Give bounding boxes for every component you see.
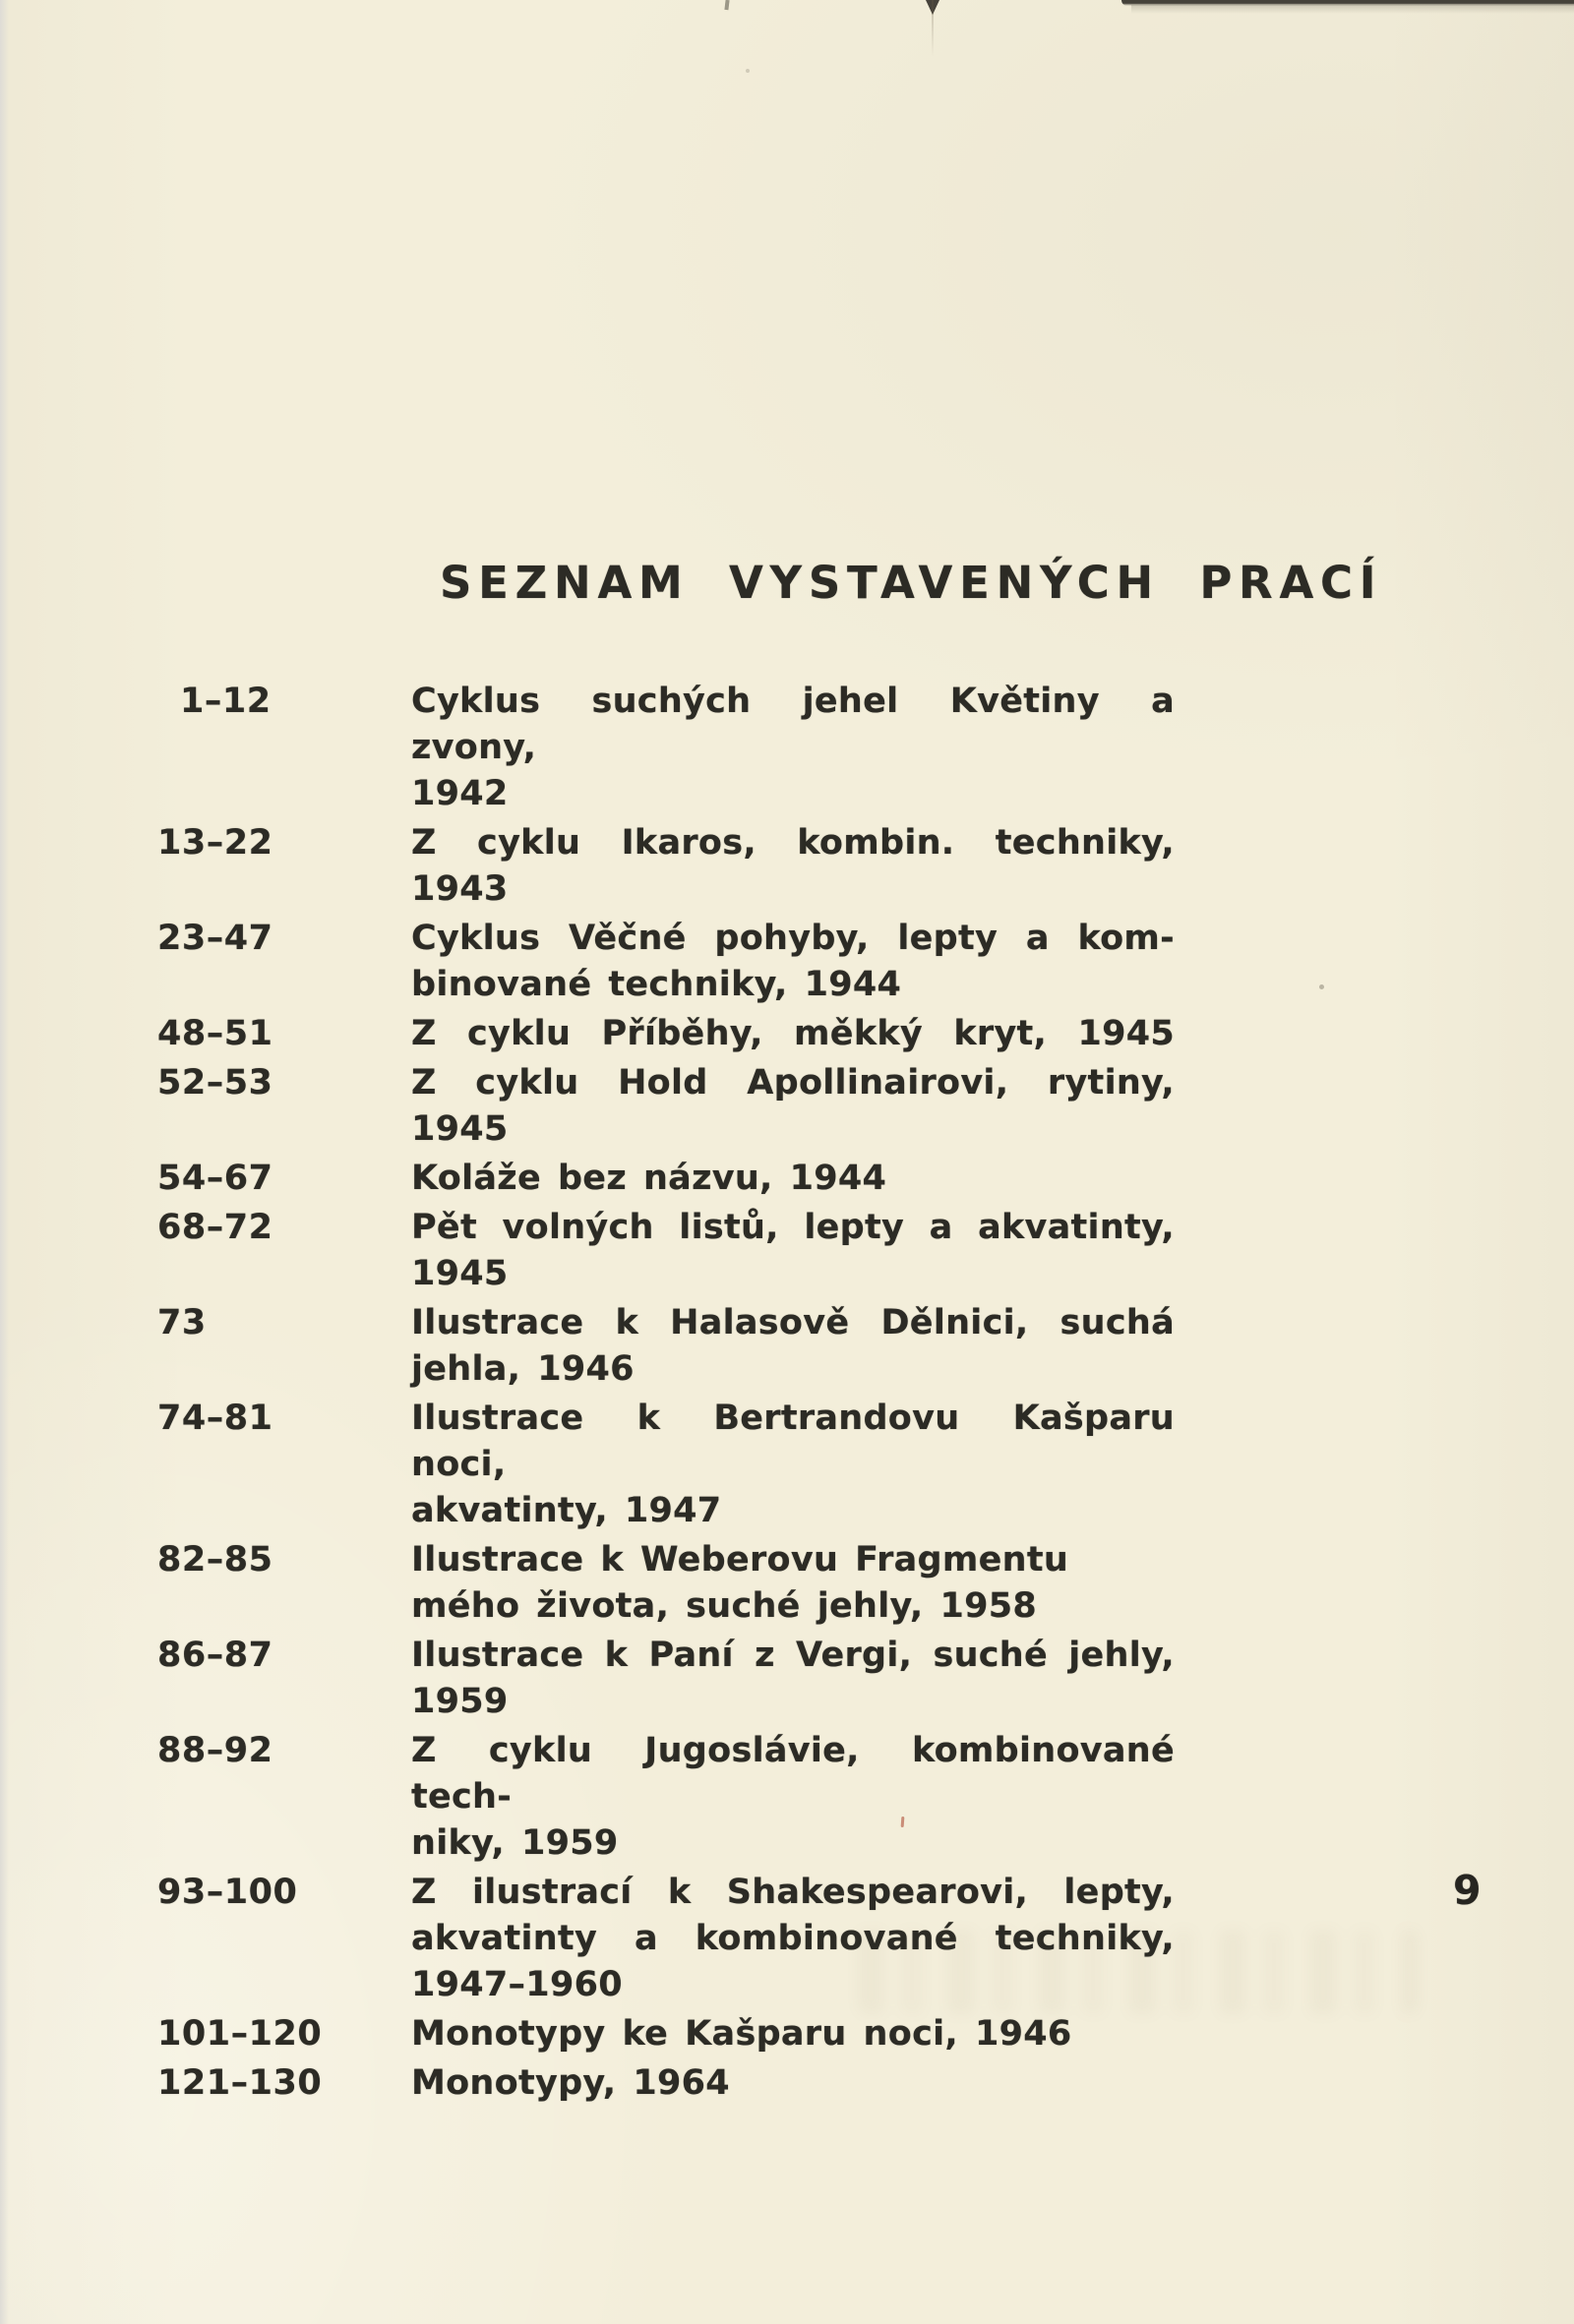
list-item [157, 1300, 1175, 1393]
entry-line: 1942 [411, 774, 509, 813]
list-item [157, 1156, 1175, 1202]
list-item [157, 1728, 1175, 1867]
page-title: SEZNAM VYSTAVENÝCH PRACÍ [440, 557, 1383, 609]
entry-description [411, 1300, 1175, 1393]
entry-line: 1959 [411, 1682, 509, 1721]
entry-number-range: 74–81 [157, 1399, 273, 1438]
list-item [157, 1537, 1175, 1630]
entry-number-range: 52–53 [157, 1063, 273, 1102]
entry-description [411, 820, 1175, 913]
list-item [157, 1870, 1175, 2008]
entry-description [411, 1537, 1175, 1630]
entry-line: Cyklus Věčné pohyby, lepty a kom- [411, 919, 1175, 958]
entry-description [411, 1728, 1175, 1867]
list-item [157, 2011, 1175, 2057]
list-item [157, 1396, 1175, 1534]
list-item [157, 1205, 1175, 1297]
list-item [157, 2060, 1175, 2107]
entry-number-range: 1–12 [180, 682, 272, 721]
entry-line: Z cyklu Příběhy, měkký kryt, 1945 [411, 1014, 1175, 1053]
entry-line: 1945 [411, 1254, 509, 1293]
works-list [157, 679, 1175, 2110]
list-item [157, 820, 1175, 913]
entry-line: Koláže bez názvu, 1944 [411, 1159, 887, 1198]
entry-number-range: 93–100 [157, 1873, 298, 1912]
entry-description [411, 916, 1175, 1008]
list-item [157, 916, 1175, 1008]
entry-line: Monotypy ke Kašparu noci, 1946 [411, 2014, 1072, 2054]
paper-tick [724, 0, 729, 10]
list-item [157, 1060, 1175, 1153]
entry-description [411, 1205, 1175, 1297]
paper-speck [1319, 984, 1324, 989]
entry-line: Ilustrace k Weberovu Fragmentu [411, 1540, 1069, 1579]
entry-line: binované techniky, 1944 [411, 965, 902, 1004]
entry-description [411, 1870, 1175, 2008]
list-item [157, 1633, 1175, 1725]
entry-description [411, 2011, 1175, 2057]
entry-description [411, 2060, 1175, 2107]
entry-description [411, 1156, 1175, 1202]
entry-line: akvatinty a kombinované techniky, [411, 1919, 1175, 1958]
entry-line: Ilustrace k Paní z Vergi, suché jehly, [411, 1636, 1175, 1675]
entry-line: mého života, suché jehly, 1958 [411, 1586, 1037, 1626]
entry-line: niky, 1959 [411, 1823, 619, 1863]
scan-top-edge-shadow [1131, 5, 1574, 14]
entry-number-range: 86–87 [157, 1636, 273, 1675]
entry-line: 1947–1960 [411, 1965, 623, 2004]
entry-number-range: 48–51 [157, 1014, 273, 1053]
entry-number-range: 13–22 [157, 823, 273, 863]
entry-line: Z cyklu Hold Apollinairovi, rytiny, [411, 1063, 1175, 1102]
entry-description [411, 1396, 1175, 1534]
entry-line: 1945 [411, 1109, 509, 1149]
entry-line: jehla, 1946 [411, 1349, 635, 1389]
entry-number-range: 88–92 [157, 1731, 273, 1770]
entry-number-range: 54–67 [157, 1159, 273, 1198]
entry-description [411, 1060, 1175, 1153]
page-number: 9 [1453, 1867, 1482, 1914]
entry-line: Z cyklu Jugoslávie, kombinované tech- [411, 1731, 1175, 1817]
list-item [157, 679, 1175, 817]
paper-speck [746, 69, 750, 73]
entry-number-range: 121–130 [157, 2063, 323, 2103]
entry-number-range: 73 [157, 1303, 207, 1342]
list-item [157, 1011, 1175, 1057]
entry-number-range: 23–47 [157, 919, 273, 958]
entry-line: Cyklus suchých jehel Květiny a zvony, [411, 682, 1175, 767]
entry-line: Ilustrace k Bertrandovu Kašparu noci, [411, 1399, 1175, 1484]
entry-description [411, 679, 1175, 817]
entry-line: Z cyklu Ikaros, kombin. techniky, 1943 [411, 823, 1175, 909]
entry-description [411, 1011, 1175, 1057]
entry-number-range: 82–85 [157, 1540, 273, 1579]
entry-number-range: 101–120 [157, 2014, 323, 2054]
entry-line: Monotypy, 1964 [411, 2063, 730, 2103]
entry-description [411, 1633, 1175, 1725]
paper-crease [932, 0, 934, 57]
entry-line: Ilustrace k Halasově Dělnici, suchá [411, 1303, 1175, 1342]
entry-number-range: 68–72 [157, 1208, 273, 1247]
entry-line: Pět volných listů, lepty a akvatinty, [411, 1208, 1175, 1247]
scan-left-edge [0, 0, 9, 2324]
entry-line: akvatinty, 1947 [411, 1491, 722, 1530]
entry-line: Z ilustrací k Shakespearovi, lepty, [411, 1873, 1175, 1912]
